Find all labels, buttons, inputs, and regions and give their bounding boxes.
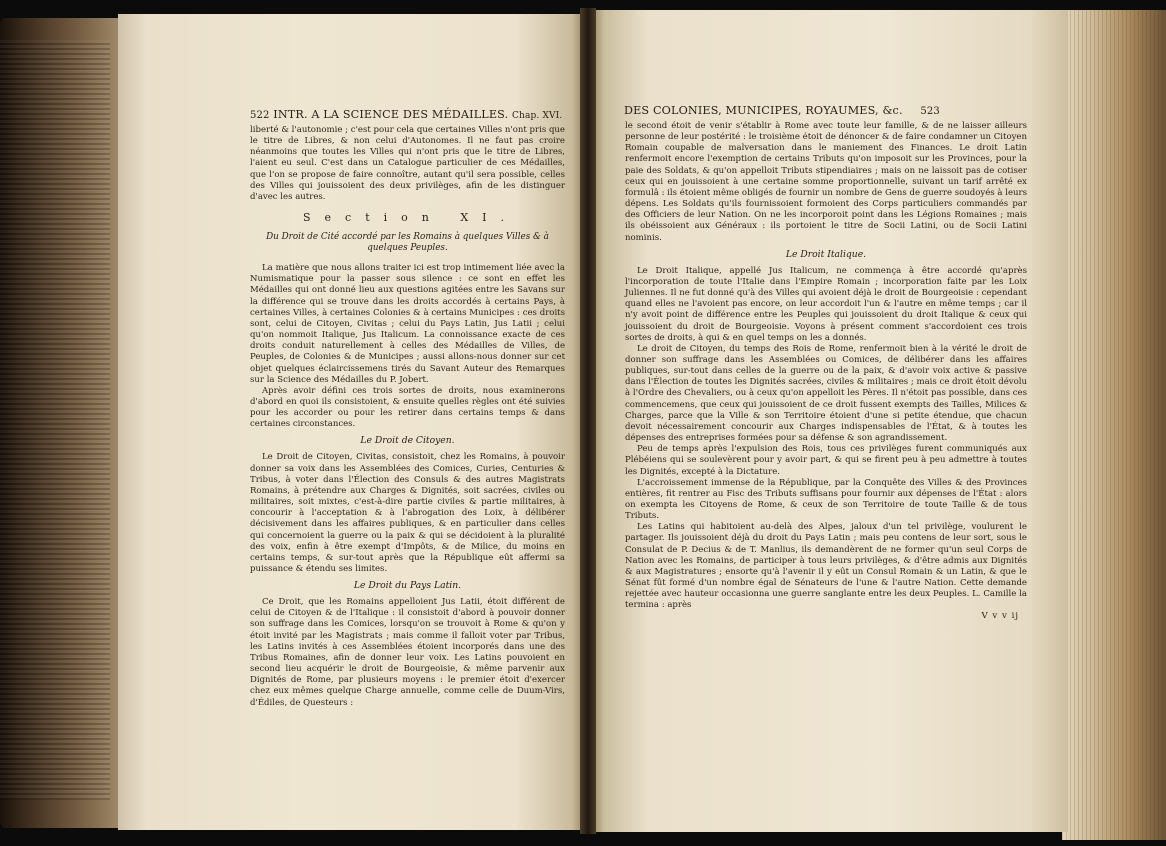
left-paragraph-4: Ce Droit, que les Romains appelloient Jus Latii, étoit différent de celui de Citoyen & de l'Italique : il consistoit d'abord à pouvoir donner son suffrage dans les Comices, lorsqu'on se trouvoit à Rome & qu'on y étoit invité par les Magistrats ; mais comme il falloit voter par Tribus, les Latins invités à ces Assemblées étoient incorporés dans une des Tribus Romaines, afin de donner leur voix. Les Latins pouvoient en second lieu acquérir le droit de Bourgeoisie, & même parvenir aux Dignités de Rome, par plusieurs moyens : le premier étoit d'exercer chez eux mêmes quelque Charge annuelle, comme celle de Duum-Virs, d'Édiles, de Questeurs : [250,597,565,708]
right-paragraph-1: le second étoit de venir s'établir à Rome avec toute leur famille, & de ne laisser ailleurs personne de leur postérité : le troisième étoit de dénoncer & de faire condamner un Citoyen Romain coupable de malversation dans le maniement des Finances. Le droit Latin renfermoit encore l'exemption de certains Tributs qu'on imposoit sur les Provinces, pour la paie des Soldats, & qu'on appelloit Tributs stipendiaires ; mais on ne laissoit pas de cotiser ceux qui en jouissoient à une certaine somme proportionnelle, suivant un tarif arrêté ex formulâ : ils étoient même obligés de fournir un nombre de Gens de guerre soudoyés à leurs dépens. Les Soldats qu'ils fournissoient formoient des Corps particuliers commandés par des Officiers de leur Nation. On ne les incorporoit point dans les Légions Romaines ; mais ils obéissoient aux Généraux : ils portoient le titre de Socii Latini, ou de Socii Latini nominis. [625,121,1027,243]
right-paragraph-5: L'accroissement immense de la République, par la Conquête des Villes & des Provinces entières, fit rentrer au Fisc des Tributs suffisans pour fournir aux dépenses de l'État : alors on exempta les Citoyens de Rome, & ceux de son Territoire de toute Taille & de tous Tributs. [625,477,1027,522]
right-page-edge-lines [1062,10,1166,840]
book-gutter [580,8,596,834]
right-paragraph-2: Le Droit Italique, appellé Jus Italicum, ne commença à être accordé qu'après l'incorporation de toute l'Italie dans l'Empire Romain ; incorporation faite par les Loix Juliennes. Il ne fut donné qu'à des Villes qui avoient déjà le droit de Bourgeoisie : cependant quand elles ne l'avoient pas encore, on leur accordoit l'un & l'autre en même temps ; car il n'y avoit point de différence entre les Peuples qui jouissoient du droit Italique & ceux qui jouissoient du droit de Bourgeoisie. Voyons à présent comment s'accordoient ces trois sortes de droits, à qui & en quel temps on les a donnés. [625,265,1027,343]
heading-droit-citoyen: Le Droit de Citoyen. [360,435,455,447]
left-page-body [250,125,565,709]
right-running-title: DES COLONIES, MUNICIPES, ROYAUMES, &c. [624,104,903,117]
signature-mark: V v v ij [981,610,1019,621]
left-intro-paragraph: liberté & l'autonomie ; c'est pour cela que certaines Villes n'ont pris que le titre de Libres, & non celui d'Autonomes. Il ne faut pas croire néanmoins que toutes les Villes qui n'ont pris que le titre de Libres, l'aient eu seul. C'est dans un Catalogue particulier de ces Médailles, que l'on se propose de faire connoître, autant qu'il sera possible, celles des Villes qui jouissoient des deux privilèges, afin de les distinguer d'avec les autres. [250,125,565,202]
section-title: Section XI. [302,211,519,225]
heading-droit-pays-latin: Le Droit du Pays Latin. [353,580,462,592]
right-paragraph-4: Peu de temps après l'expulsion des Rois, tous ces privilèges furent communiqués aux Plébéiens qui se soulevèrent pour y avoir part, & qui se firent peu à peu admettre à toutes les Dignités, excepté à la Dictature. [625,444,1027,477]
right-running-head [624,104,1044,118]
right-page-number: 523 [920,106,940,117]
left-paragraph-2: Après avoir défini ces trois sortes de droits, nous examinerons d'abord en quoi ils consistoient, & ensuite quelles règles ont été suivies pour les accorder ou pour les retirer dans certains temps & dans certaines circonstances. [250,385,565,430]
left-page-number: 522 [250,110,270,121]
left-page-edge-lines [0,40,110,800]
left-paragraph-3: Le Droit de Citoyen, Civitas, consistoit, chez les Romains, à pouvoir donner sa voix dans les Assemblées des Comices, Curies, Centuries & Tribus, à voter dans l'Élection des Consuls & des autres Magistrats Romains, à prétendre aux Charges & Dignités, soit sacrées, civiles ou militaires, soit mixtes, c'est-à-dire partie civiles & partie militaires, à concourir à l'acceptation & à l'abrogation des Loix, à délibérer décisivement dans les affaires publiques, & en particulier dans celles qui concernoient la guerre ou la paix & qui se décidoient à la pluralité des voix, enfin à être exempt d'Impôts, & de Milice, du moins en certains temps, & sur-tout après que la République eût affermi sa puissance & étendu ses limites. [250,452,565,574]
left-running-head [250,108,570,123]
section-subtitle: Du Droit de Cité accordé par les Romains à quelques Villes & à quelques Peuples. [266,232,549,254]
left-chapter-label: Chap. XVI. [512,111,563,121]
left-running-title: INTR. A LA SCIENCE DES MÉDAILLES. [273,108,509,121]
left-paragraph-1: La matière que nous allons traiter ici est trop intimement liée avec la Numismatique pour la passer sous silence : ce sont en effet les Médailles qui ont donné lieu aux questions agitées entre les Savans sur la différence qui se trouve dans les droits accordés à certains Pays, à certaines Villes, à certaines Colonies & à certains Municipes : ces droits sont, celui de Citoyen, Civitas ; celui du Pays Latin, Jus Latii ; celui qu'on nommoit Italique, Jus Italicum. La connoissance exacte de ces droits conduit naturellement à celles des Médailles de Villes, de Peuples, de Colonies & de Municipes ; aussi allons-nous donner sur cet objet quelques éclaircissemens tirés du Savant Auteur des Remarques sur la Science des Médailles du P. Jobert. [250,263,565,385]
right-paragraph-3: Le droit de Citoyen, du temps des Rois de Rome, renfermoit bien à la vérité le droit de donner son suffrage dans les Assemblées ou Comices, de délibérer dans les affaires publiques, sur-tout dans celles de la guerre ou de la paix, & d'avoir voix active & passive dans l'Élection de toutes les Dignités sacrées, civiles & militaires ; mais ce droit étoit dévolu à l'Ordre des Chevaliers, ou à ceux qu'on appelloit les Pères. Il n'étoit pas possible, dans ces commencemens, que ceux qui jouissoient de ce droit fussent exempts des Tailles, Milices & Charges, parce que la Ville & son Territoire étoient d'une si petite étendue, que chacun devoit nécessairement concourir aux Charges indispensables de l'État, & à toutes les dépenses des entreprises formées pour sa défense & son agrandissement. [625,343,1027,444]
right-page-body [625,121,1027,621]
right-paragraph-6: Les Latins qui habitoient au-delà des Alpes, jaloux d'un tel privilège, voulurent le partager. Ils jouissoient déjà du droit du Pays Latin ; mais peu contens de leur sort, sous le Consulat de P. Decius & de T. Manlius, ils demandèrent de ne former qu'un seul Corps de Nation avec les Romains, de participer à tous leurs privilèges, & d'être admis aux Dignités & aux Magistratures ; ensorte qu'à l'avenir il y eût un Consul Romain & un Latin, & que le Sénat fût formé d'un nombre égal de Sénateurs de l'une & l'autre Nation. Cette demande rejettée avec hauteur occasionna une guerre sanglante entre les deux Peuples. L. Camille la termina : après [625,522,1027,611]
heading-droit-italique: Le Droit Italique. [785,248,867,260]
